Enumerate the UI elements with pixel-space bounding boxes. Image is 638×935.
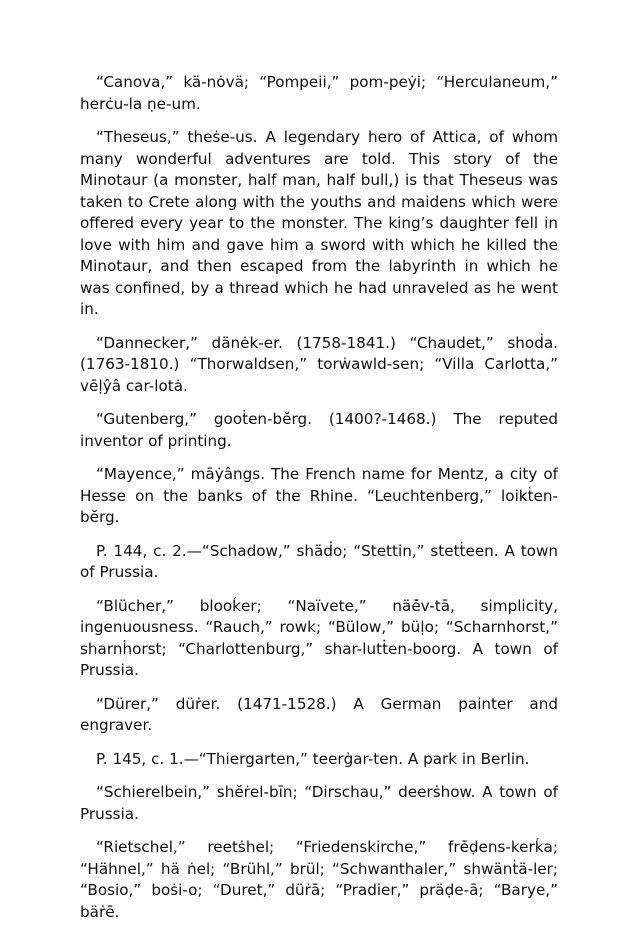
paragraph-theseus: “Theseus,” theṡe-us. A legendary hero of Attica, of whom many wonderful adventures are told. This story of the Minotaur (a monster, half man, half bull,) is that Theseus was taken to Crete along with the youths and maidens which were offered every year to the monster. The king’s daughter fell in love with him and gave him a sword with which he killed the Minotaur, and then escaped from the labyrinth in which he was confined, by a thread which he had unraveled as he went in. (80, 128, 558, 318)
document-page (80, 72, 558, 935)
paragraph-rietschel: “Rietschel,” reetṡhel; “Friedenskirche,” frēḍens-kerḱa; “Hähnel,” hä ṅel; “Brühl,” brül; “Schwanthaler,” shwänṫä-ler; “Bosio,” boṡi-o; “Duret,” düṙā; “Pradier,” präḍe-ā; “Barye,” bäṙē. (80, 838, 558, 921)
paragraph-p145: P. 145, c. 1.—“Thiergarten,” teerġar-ten. A park in Berlin. (96, 749, 530, 768)
paragraph-blucher: “Blücher,” blooḱer; “Naïvete,” näē̇v-tā, simplicity, ingenuousness. “Rauch,” rowk; “Bülow,” büḷo; “Scharnhorst,” sharnḣorst; “Charlottenburg,” shar-lutṫen-boorg. A town of Prussia. (80, 596, 558, 679)
paragraph-schierelbein: “Schierelbein,” shĕṙel-bīn; “Dirschau,” deerṡhow. A town of Prussia. (80, 783, 558, 823)
paragraph-dannecker: “Dannecker,” dänėk-er. (1758-1841.) “Chaudet,” shoḋa. (1763-1810.) “Thorwaldsen,” torẇawld-sen; “Villa Carlotta,” vēḷŷâ car-lotȧ. (80, 333, 558, 395)
paragraph-p144: P. 144, c. 2.—“Schadow,” shäḋo; “Stettin,” stetṫeen. A town of Prussia. (80, 541, 558, 581)
paragraph-mayence: “Mayence,” māẏângs. The French name for Mentz, a city of Hesse on the banks of the Rhine. “Leuchtenberg,” loikṫen-bĕrg. (80, 465, 558, 526)
paragraph-canova: “Canova,” kä-nȯvä; “Pompeii,” pom-peẏi; “Herculaneum,” herċu-la ṇe-um. (80, 73, 558, 113)
paragraph-gutenberg: “Gutenberg,” gooṫen-bĕrg. (1400?-1468.) The reputed inventor of printing. (80, 410, 558, 450)
paragraph-durer: “Dürer,” düṙer. (1471-1528.) A German painter and engraver. (80, 694, 558, 734)
